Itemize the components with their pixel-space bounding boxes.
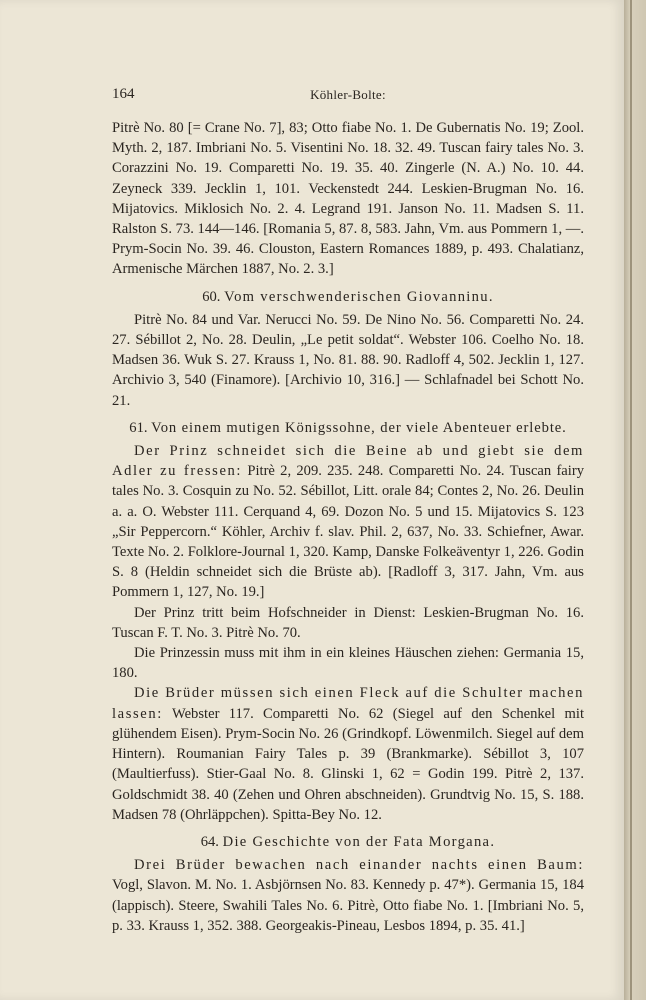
motif-phrase: Der Prinz schneidet sich die Beine ab und giebt sie dem Adler zu fressen: bbox=[112, 443, 584, 480]
references: Vogl, Slavon. M. No. 1. Asbjörnsen No. 83. Kennedy p. 47*). Germania 15, 184 (lappisch). Steere, Swahili Tales No. 6. Pitrè, Otto fiabe No. 1. [Imbriani No. 5, p. 33. Krauss 1, 352. 388. Georgeakis-Pineau, Lesbos 1894, p. 35. 41.] bbox=[112, 877, 584, 934]
section-heading-61 bbox=[112, 418, 584, 438]
page-body bbox=[112, 118, 584, 936]
book-edge bbox=[624, 0, 646, 1000]
section-title: Von einem mutigen Königssohne, der viele Abenteuer erlebte. bbox=[151, 419, 567, 436]
section-number: 64. bbox=[200, 833, 219, 850]
references: Webster 117. Comparetti No. 62 (Siegel auf den Schenkel mit glühendem Eisen). Prym-Socin No. 26 (Grindkopf. Löwenmilch. Siegel auf dem Hintern). Roumanian Fairy Tales p. 39 (Brankmarke). Sébillot 3, 107 (Maultierfuss). Stier-Gaal No. 8. Glinski 1, 62 = Godin 199. Pitrè 2, 137. Goldschmidt 38. 40 (Zehen und Ohren abschneiden). Grundtvig No. 15, S. 188. Madsen 78 (Ohrläppchen). Spitta-Bey No. 12. bbox=[112, 705, 584, 823]
page-number: 164 bbox=[112, 86, 135, 102]
section-number: 60. bbox=[202, 288, 221, 305]
motif-phrase: Drei Brüder bewachen nach einander nachts einen Baum: bbox=[134, 857, 584, 874]
section-title: Vom verschwenderischen Giovanninu. bbox=[224, 288, 494, 305]
paragraph: Pitrè No. 84 und Var. Nerucci No. 59. De Nino No. 56. Comparetti No. 24. 27. Sébillot 2, No. 28. Deulin, „Le petit soldat“. Webster 106. Coelho No. 18. Madsen 36. Wuk S. 27. Krauss 1, No. 81. 88. 90. Radloff 4, 502. Jecklin 1, 127. Archivio 3, 540 (Finamore). [Archivio 10, 316.] — Schlafnadel bei Schott No. 21. bbox=[112, 311, 584, 409]
motif-phrase: Die Brüder müssen sich einen Fleck auf die Schulter machen lassen: bbox=[112, 685, 584, 722]
paragraph bbox=[112, 441, 584, 603]
paragraph bbox=[112, 855, 584, 936]
paragraph: Der Prinz tritt beim Hofschneider in Dienst: Leskien-Brugman No. 16. Tuscan F. T. No. 3. Pitrè No. 70. bbox=[112, 604, 584, 641]
references: Pitrè 2, 209. 235. 248. Comparetti No. 24. Tuscan fairy tales No. 3. Cosquin zu No. 52. Sébillot, Litt. orale 84; Contes 2, No. 26. Deulin a. a. O. Webster 111. Cerquand 4, 69. Dozon No. 5 und 15. Mijatovics S. 123 „Sir Peppercorn.“ Köhler, Archiv f. slav. Phil. 2, 637, No. 33. Schiefner, Awar. Texte No. 2. Folklore-Journal 1, 320. Kamp, Danske Folkeäventyr 1, 226. Godin S. 8 (Heldin schneidet sich die Brüste ab). [Radloff 3, 317. Jahn, Vm. aus Pommern 1, 127, No. 19.] bbox=[112, 463, 584, 601]
page-divider bbox=[630, 0, 632, 1000]
running-head bbox=[112, 86, 584, 108]
paragraph bbox=[112, 683, 584, 824]
paragraph: Die Prinzessin muss mit ihm in ein kleines Häuschen ziehen: Germania 15, 180. bbox=[112, 645, 584, 682]
section-heading-64 bbox=[112, 832, 584, 852]
paragraph: Pitrè No. 80 [= Crane No. 7], 83; Otto fiabe No. 1. De Gubernatis No. 19; Zool. Myth. 2, 187. Imbriani No. 5. Visentini No. 18. 32. 49. Tuscan fairy tales No. 3. Corazzini No. 19. Comparetti No. 19. 35. 40. Zingerle (N. A.) No. 10. 44. Zeyneck 339. Jecklin 1, 101. Veckenstedt 244. Leskien-Brugman No. 16. Mijatovics. Miklosich No. 2. 4. Legrand 191. Janson No. 11. Madsen S. 11. Ralston S. 73. 144—146. [Romania 5, 87. 8, 583. Jahn, Vm. aus Pommern 1, —. Prym-Socin No. 39. 46. Clouston, Eastern Romances 1889, p. 493. Chalatianz, Armenische Märchen 1887, No. 2. 3.] bbox=[112, 120, 584, 278]
section-heading-60 bbox=[112, 287, 584, 307]
section-number: 61. bbox=[129, 419, 148, 436]
section-title: Die Geschichte von der Fata Morgana. bbox=[222, 833, 496, 850]
running-title: Köhler-Bolte: bbox=[310, 87, 386, 102]
